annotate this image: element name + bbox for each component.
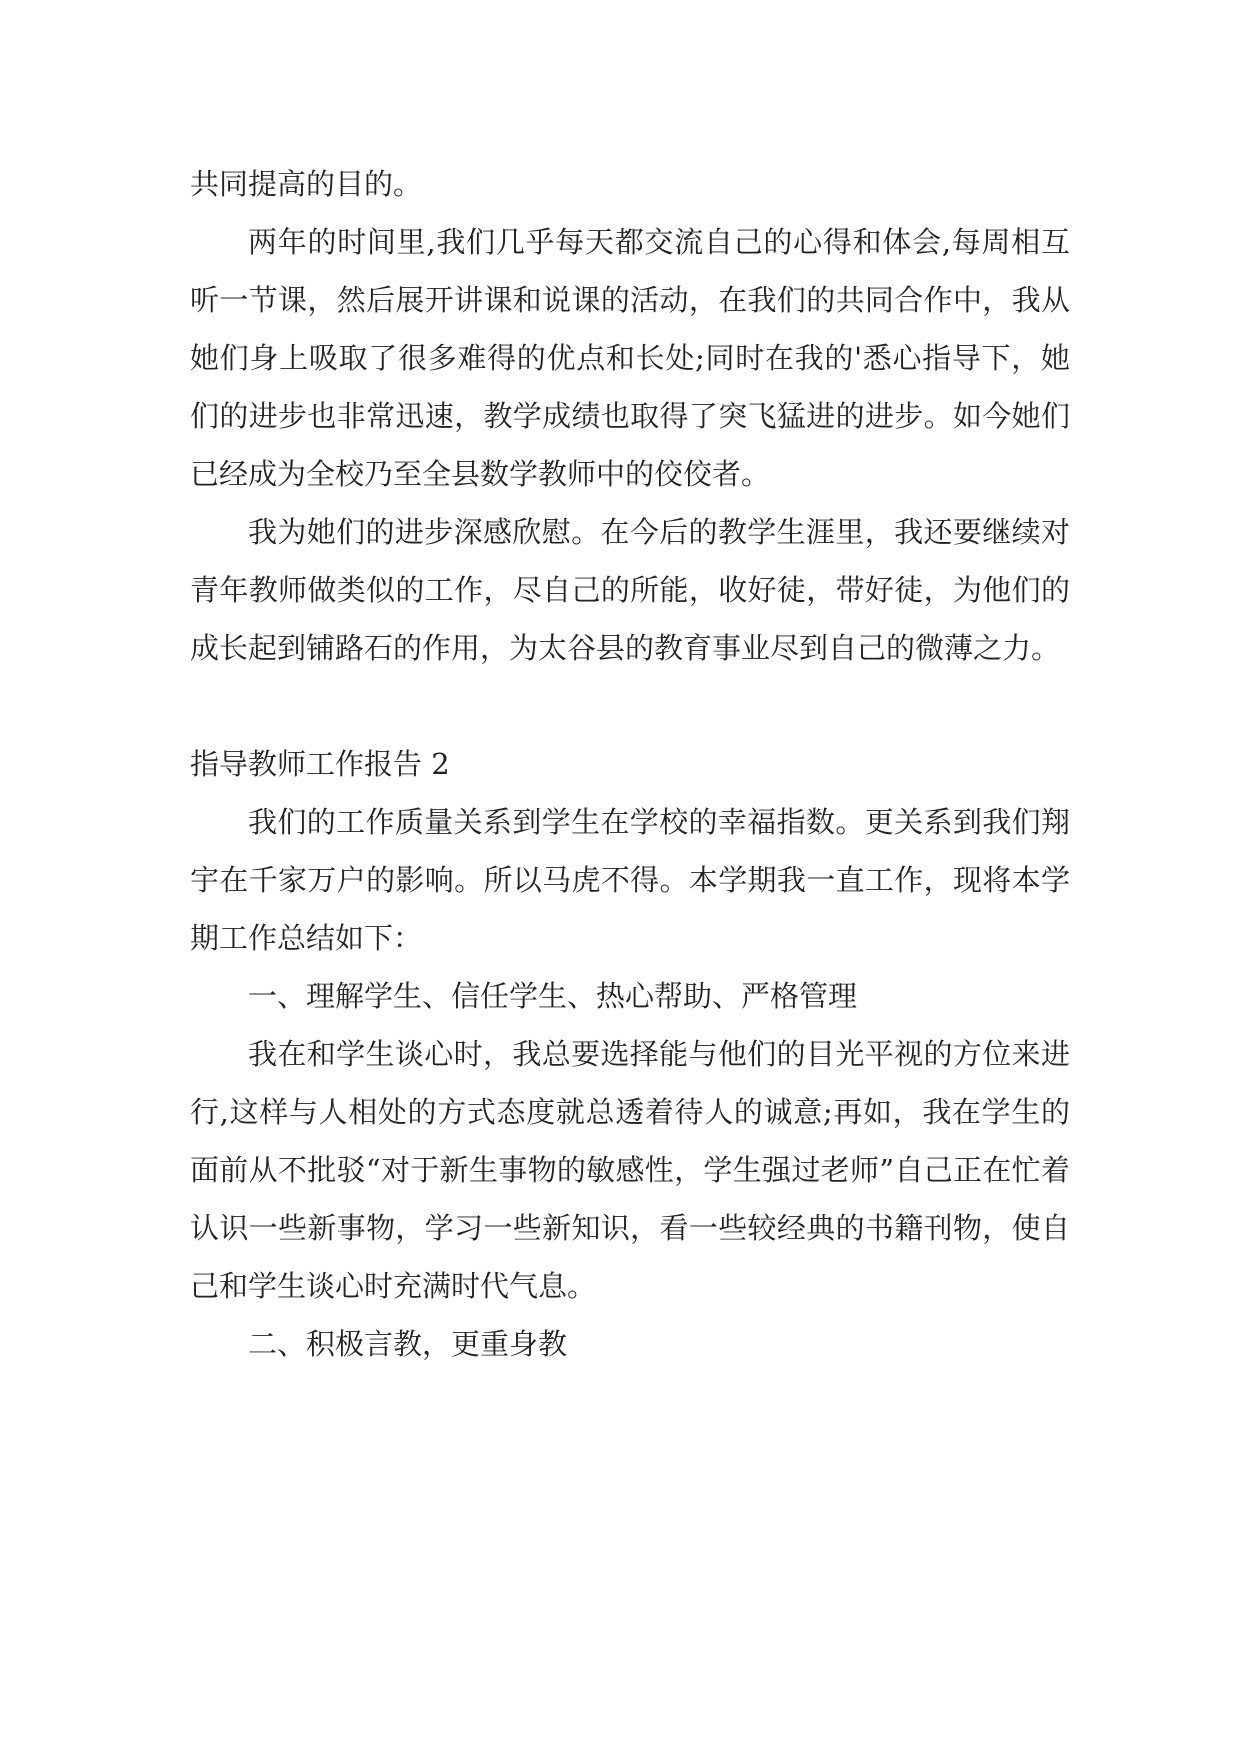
paragraph-two-years: 两年的时间里,我们几乎每天都交流自己的心得和体会,每周相互听一节课，然后展开讲课和说课的活动，在我们的共同合作中，我从她们身上吸取了很多难得的优点和长处;同时在我的'悉心指导下，她们的进步也非常迅速，教学成绩也取得了突飞猛进的进步。如今她们已经成为全校乃至全县数学教师中的佼佼者。 [190, 225, 1070, 491]
subheading-two: 二、积极言教，更重身教 [248, 1327, 568, 1361]
section-spacer [190, 677, 1070, 735]
paragraph-work-quality: 我们的工作质量关系到学生在学校的幸福指数。更关系到我们翔宇在千家万户的影响。所以马虎不得。本学期我一直工作，现将本学期工作总结如下： [190, 805, 1070, 955]
paragraph-talk-with-students: 我在和学生谈心时，我总要选择能与他们的目光平视的方位来进行,这样与人相处的方式态度就总透着待人的诚意;再如，我在学生的面前从不批驳“对于新生事物的敏感性，学生强过老师”自己正在忙着认识一些新事物，学习一些新知识，看一些较经典的书籍刊物，使自己和学生谈心时充满时代气息。 [190, 1037, 1070, 1303]
document-body [190, 155, 1070, 1373]
paragraph-gratified: 我为她们的进步深感欣慰。在今后的教学生涯里，我还要继续对青年教师做类似的工作，尽自己的所能，收好徒，带好徒，为他们的成长起到铺路石的作用，为太谷县的教育事业尽到自己的微薄之力。 [190, 515, 1070, 665]
paragraph-continuation: 共同提高的目的。 [190, 167, 423, 201]
subheading-one: 一、理解学生、信任学生、热心帮助、严格管理 [248, 979, 858, 1013]
section-heading: 指导教师工作报告 2 [190, 747, 450, 781]
